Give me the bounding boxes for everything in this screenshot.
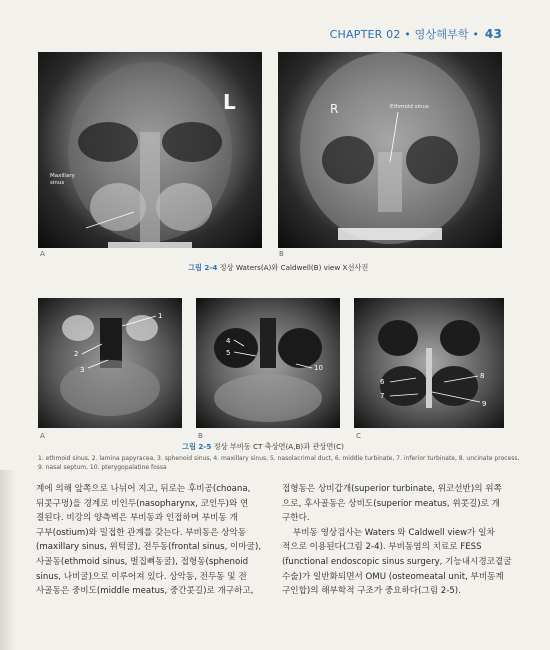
ct-axial-a-drawing [38,298,182,428]
ct-b-num-4: 4 [226,337,231,345]
figure-2-5-number: 그림 2-5 [182,442,212,451]
ct-a-num-2: 2 [74,350,79,358]
body-left-line: 사골동(ethmoid sinus, 벌집뼈동굴), 접형동(sphenoid [36,556,249,567]
ct-c-num-7: 7 [380,392,385,400]
figure-2-5-caption [182,442,344,452]
body-left-line: (maxillary sinus, 위턱굴), 전두동(frontal sinus, 이마굴), [36,542,262,553]
panel-letter-b-bottom: B [198,432,203,440]
panel-letter-b-top: B [279,250,284,258]
body-right-line: 수술)가 일반화되면서 OMU (osteomeatal unit, 부비동계 [282,571,504,582]
caldwell-xray-image [278,52,502,248]
chapter-label: CHAPTER 02 [329,28,401,41]
ct-a-num-1: 1 [158,312,163,320]
body-left-line: 계에 의해 앞쪽으로 나뉘어 지고, 뒤로는 후비공(choana, [36,484,251,494]
ct-b-num-5: 5 [226,349,231,357]
ct-axial-b-image [196,298,340,428]
body-right-line: 으로, 후사골동은 상비도(superior meatus, 위콧길)로 개 [282,498,500,509]
xray-side-marker: L [223,90,236,114]
ct-c-num-6: 6 [380,378,385,386]
body-right-line: 구인합)의 해부학적 구조가 중요하다(그림 2-5). [282,586,461,597]
ct-coronal-c-drawing [354,298,504,428]
body-left-line: 구부(ostium)와 밀접한 관계를 갖는다. 부비동은 상악동 [36,527,247,538]
waters-xray-drawing [38,52,262,248]
panel-letter-a-bottom: A [40,432,45,440]
body-text-left-column [36,482,264,599]
figure-2-4-number: 그림 2-4 [188,263,218,272]
body-right-line: 부비동 영상검사는 Waters 와 Caldwell view가 일차 [282,527,495,538]
ct-b-num-10: 10 [314,364,323,372]
ct-c-num-8: 8 [480,372,485,380]
maxillary-label-line2: sinus [50,180,65,186]
panel-letter-c-bottom: C [356,432,361,440]
body-left-line: sinus, 나비굴)으로 이루어져 있다. 상악동, 전두동 및 전 [36,571,247,582]
body-left-line: 결된다. 비강의 양측벽은 부비동과 인접하며 부비동 개 [36,513,238,524]
section-label: • 영상해부학 • [404,28,480,41]
maxillary-sinus-label [50,173,75,187]
body-right-line: (functional endoscopic sinus surgery, 기능내시경코곁굴 [282,556,512,567]
ct-c-num-9: 9 [482,400,487,408]
body-right-line: 구한다. [282,513,310,524]
body-text-right-column [282,482,514,599]
figure-2-4-text: 정상 Waters(A)와 Caldwell(B) view X선사진 [219,263,369,272]
page-header [330,26,502,42]
maxillary-label-line1: Maxillary [50,173,75,179]
body-right-line: 적으로 이용된다(그림 2-4). 부비동염의 치료로 FESS [282,542,482,553]
body-left-line: 사골동은 중비도(middle meatus, 중간콧길)로 개구하고, [36,586,254,597]
ct-a-num-3: 3 [80,366,85,374]
figure-2-4-caption [188,263,368,273]
ethmoid-sinus-label: Ethmoid sinus [390,104,429,110]
figure-2-5-legend: 1. ethmoid sinus, 2. lamina papyracea, 3. sphenoid sinus, 4. maxillary sinus, 5. nasolacrimal duct, 6. middle turbinate, 7. inferior turbinate, 8. uncinate process, 9. nasal septum, 10. pterygopalatine fossa [38,455,520,471]
panel-letter-a-top: A [40,250,45,258]
ct-axial-b-drawing [196,298,340,428]
page-number: 43 [484,27,502,41]
body-left-line: 뒤콧구멍)을 경계로 비인두(nasopharynx, 코인두)와 연 [36,498,249,509]
ct-axial-a-image [38,298,182,428]
page-gutter-shadow [0,470,16,650]
caldwell-xray-drawing [278,52,502,248]
ct-coronal-c-image [354,298,504,428]
xray-side-marker-r: R [330,102,339,116]
waters-xray-image [38,52,262,248]
figure-2-5-text: 정상 부비동 CT 축상면(A,B)과 관상면(C) [213,442,344,451]
body-right-line: 접형동은 상비갑개(superior turbinate, 위코선반)의 위쪽 [282,484,502,494]
